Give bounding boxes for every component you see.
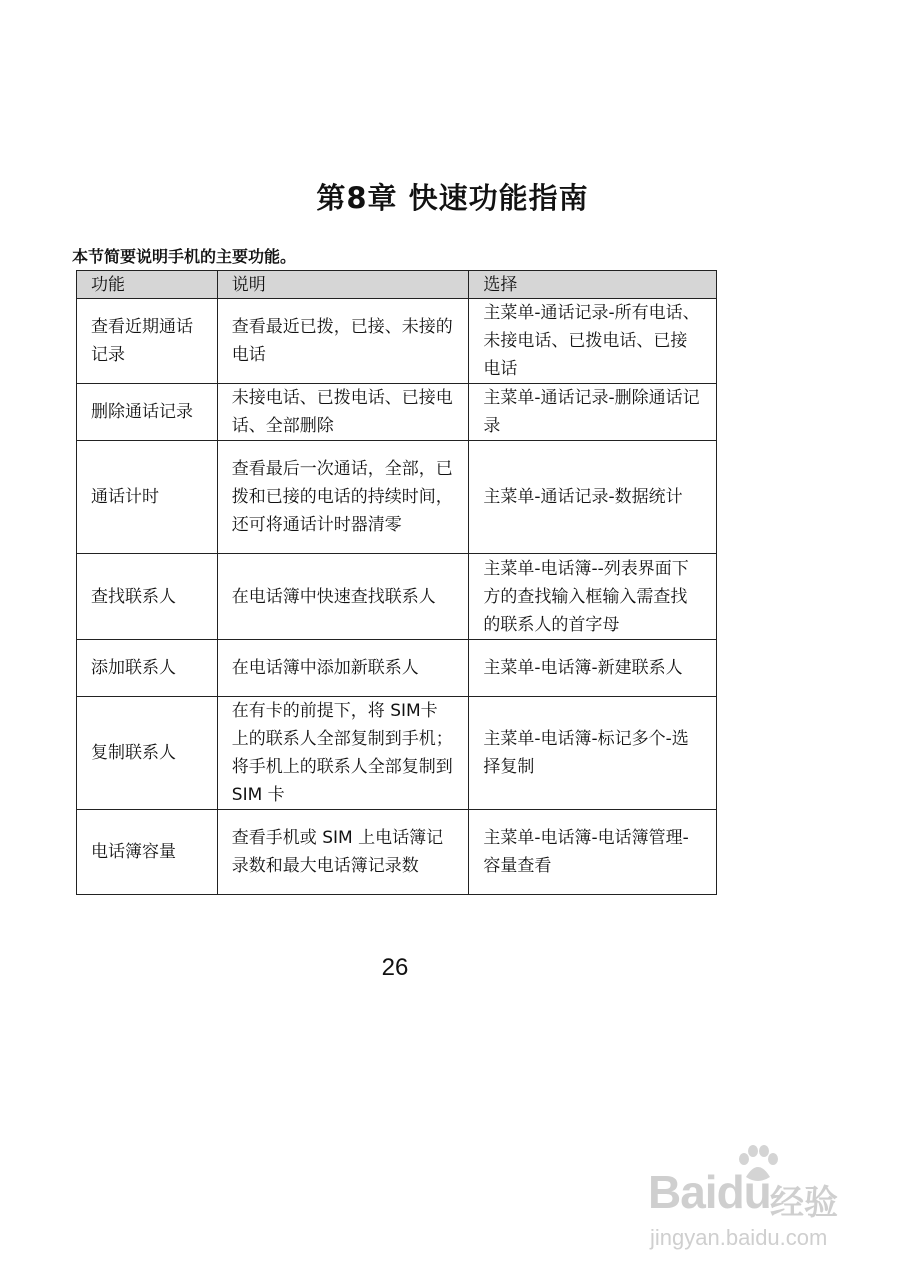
- cell-selection: 主菜单-通话记录-所有电话、未接电话、已拨电话、已接电话: [469, 299, 717, 384]
- table-row: [77, 299, 717, 384]
- table-header-row: [77, 271, 717, 299]
- header-selection: 选择: [469, 271, 717, 299]
- table-row: [77, 384, 717, 441]
- cell-selection: 主菜单-电话簿-新建联系人: [469, 640, 717, 697]
- cell-description: 查看最后一次通话，全部，已拨和已接的电话的持续时间，还可将通话计时器清零: [217, 441, 469, 554]
- cell-function: 删除通话记录: [77, 384, 218, 441]
- table-row: [77, 697, 717, 810]
- watermark-tag: 经验: [770, 1183, 838, 1223]
- cell-description: 未接电话、已拨电话、已接电话、全部删除: [217, 384, 469, 441]
- cell-description: 查看最近已拨，已接、未接的电话: [217, 299, 469, 384]
- cell-description: 查看手机或 SIM 上电话簿记录数和最大电话簿记录数: [217, 810, 469, 895]
- header-function: 功能: [77, 271, 218, 299]
- watermark-url: jingyan.baidu.com: [650, 1225, 828, 1250]
- cell-description: 在电话簿中快速查找联系人: [217, 554, 469, 640]
- table-row: [77, 441, 717, 554]
- table-row: [77, 640, 717, 697]
- cell-description: 在有卡的前提下，将 SIM卡上的联系人全部复制到手机；将手机上的联系人全部复制到 SIM 卡: [217, 697, 469, 810]
- page-number: 26: [381, 954, 409, 981]
- cell-function: 复制联系人: [77, 697, 218, 810]
- cell-function: 查看近期通话记录: [77, 299, 218, 384]
- cell-function: 添加联系人: [77, 640, 218, 697]
- table-row: [77, 810, 717, 895]
- cell-function: 查找联系人: [77, 554, 218, 640]
- chapter-title: 第8章 快速功能指南: [316, 181, 589, 215]
- feature-table: [76, 270, 717, 895]
- cell-description: 在电话簿中添加新联系人: [217, 640, 469, 697]
- cell-selection: 主菜单-电话簿-标记多个-选择复制: [469, 697, 717, 810]
- cell-function: 电话簿容量: [77, 810, 218, 895]
- table-row: [77, 554, 717, 640]
- cell-selection: 主菜单-通话记录-数据统计: [469, 441, 717, 554]
- cell-function: 通话计时: [77, 441, 218, 554]
- cell-selection: 主菜单-通话记录-删除通话记录: [469, 384, 717, 441]
- cell-selection: 主菜单-电话簿-电话簿管理-容量查看: [469, 810, 717, 895]
- cell-selection: 主菜单-电话簿--列表界面下方的查找输入框输入需查找的联系人的首字母: [469, 554, 717, 640]
- intro-text: 本节简要说明手机的主要功能。: [72, 247, 297, 266]
- watermark-logo: Baidu: [648, 1166, 771, 1218]
- header-description: 说明: [217, 271, 469, 299]
- baidu-watermark: [640, 1145, 870, 1265]
